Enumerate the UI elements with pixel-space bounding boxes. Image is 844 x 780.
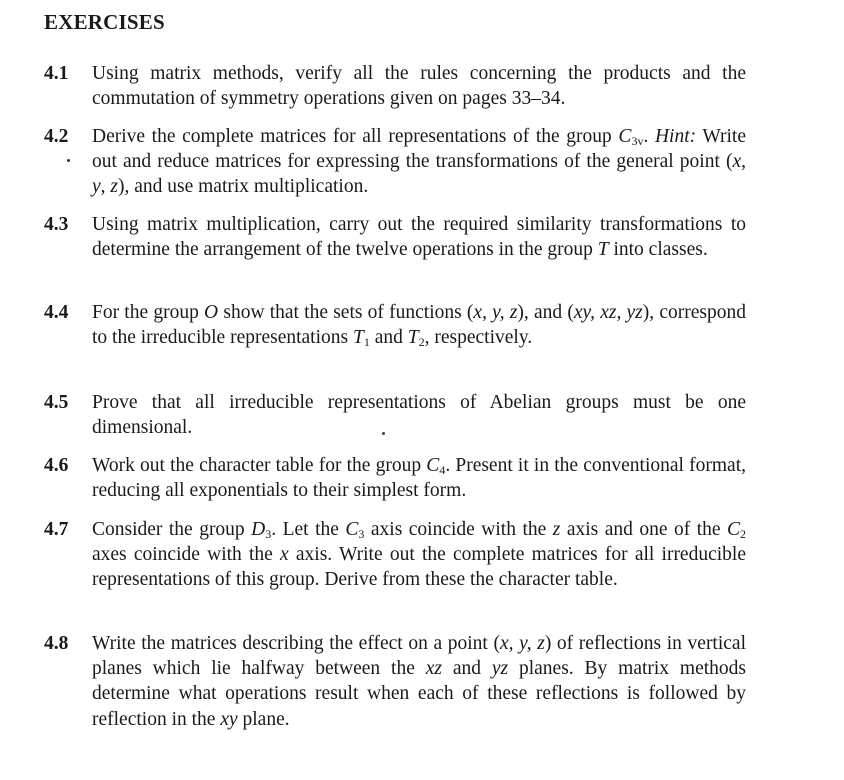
exercise-4-6: [44, 453, 754, 503]
exercise-4-7: [44, 517, 754, 593]
exercise-text: Consider the group $D_3$. Let the $C_3$ axis coincide with the z axis and one of the $C_2$ axes coincide with the x axis. Write out the complete matrices for all irreducible representations of this group. Derive from these the character table.: [92, 519, 747, 591]
exercise-4-1: [44, 61, 754, 111]
margin-dot: [67, 159, 70, 162]
exercise-4-5: [44, 390, 754, 440]
exercise-text: Using matrix methods, verify all the rules concerning the products and the commutation of symmetry operations given on pages 33–34.: [92, 63, 746, 110]
exercise-number: 4.2: [44, 126, 69, 147]
exercise-4-4: [44, 300, 754, 350]
stray-mark: [382, 432, 385, 435]
exercise-number: 4.6: [44, 455, 69, 476]
section-heading: EXERCISES: [44, 10, 165, 34]
exercise-text: Using matrix multiplication, carry out the required similarity transformations to determine the arrangement of the twelve operations in the group T into classes.: [92, 214, 746, 261]
exercise-number: 4.3: [44, 214, 69, 235]
exercise-number: 4.5: [44, 392, 69, 413]
exercise-number: 4.7: [44, 519, 69, 540]
exercise-text: Write the matrices describing the effect on a point (x, y, z) of reflections in vertical planes which lie halfway between the xz and yz planes. By matrix methods determine what operations result when each of these reflections is followed by reflection in the xy plane.: [92, 633, 747, 730]
exercise-4-3: [44, 212, 754, 262]
exercise-text: For the group O show that the sets of functions (x, y, z), and (xy, xz, yz), correspond to the irreducible representations $T_1$ and $T_2$, respectively.: [92, 302, 746, 350]
exercise-number: 4.8: [44, 633, 69, 654]
exercise-text: Prove that all irreducible representations of Abelian groups must be one dimensional.: [92, 392, 746, 439]
exercise-text: Derive the complete matrices for all representations of the group $C_{3v}$. Hint: Write out and reduce matrices for expressing the transformations of the general point (x, y, z), and use matrix multiplication.: [92, 126, 746, 198]
exercise-number: 4.4: [44, 302, 69, 323]
exercise-text: Work out the character table for the group $C_4$. Present it in the conventional format, reducing all exponentials to their simplest form.: [92, 455, 746, 502]
exercise-4-8: [44, 631, 754, 732]
exercise-4-2: [44, 124, 754, 200]
exercise-number: 4.1: [44, 63, 69, 84]
